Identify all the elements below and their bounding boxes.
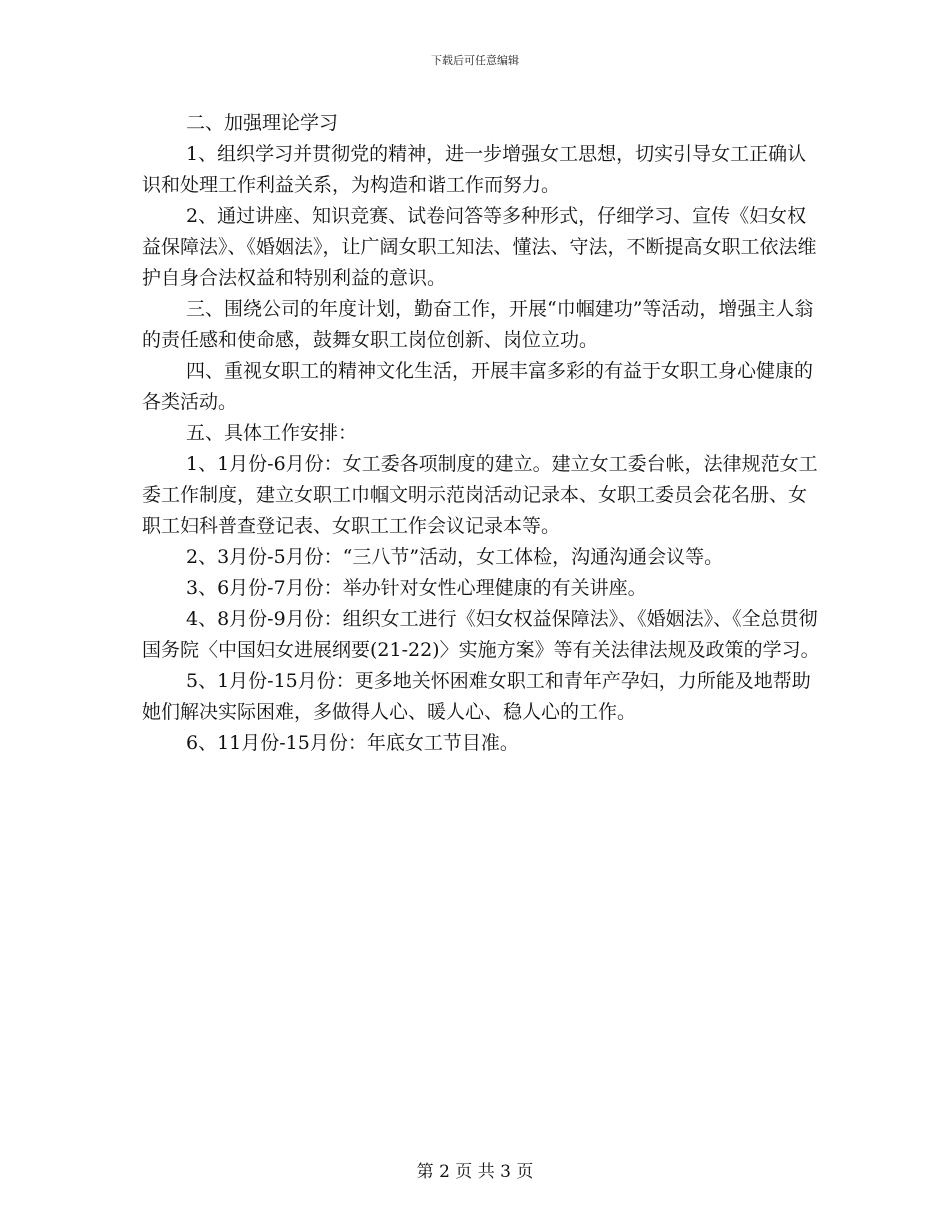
paragraph: 1、组织学习并贯彻党的精神，进一步增强女工思想，切实引导女工正确认识和处理工作利益关系，为构造和谐工作而努力。 [142, 143, 807, 196]
paragraph: 2、3月份-5月份：“三八节”活动，女工体检，沟通沟通会议等。 [186, 546, 724, 568]
paragraph: 二、加强理论学习 [186, 112, 339, 134]
document-body [142, 108, 822, 759]
paragraph: 四、重视女职工的精神文化生活，开展丰富多彩的有益于女职工身心健康的各类活动。 [142, 360, 814, 413]
paragraph: 五、具体工作安排： [186, 422, 358, 444]
page-number: 第 2 页 共 3 页 [416, 1162, 534, 1182]
paragraph: 三、围绕公司的年度计划，勤奋工作，开展“巾帼建功”等活动，增强主人翁的责任感和使命感，鼓舞女职工岗位创新、岗位立功。 [142, 298, 814, 351]
paragraph: 3、6月份-7月份：举办针对女性心理健康的有关讲座。 [186, 577, 647, 599]
paragraph: 5、1月份-15月份：更多地关怀困难女职工和青年产孕妇，力所能及地帮助她们解决实际困难，多做得人心、暖人心、稳人心的工作。 [142, 670, 811, 723]
paragraph: 2、通过讲座、知识竞赛、试卷问答等多种形式，仔细学习、宣传《妇女权益保障法》、《婚姻法》，让广阔女职工知法、懂法、守法，不断提高女职工依法维护自身合法权益和特别利益的意识。 [142, 205, 817, 289]
paragraph: 4、8月份-9月份：组织女工进行《妇女权益保障法》、《婚姻法》、《全总贯彻国务院〈中国妇女进展纲要(21-22)〉实施方案》等有关法律法规及政策的学习。 [142, 608, 820, 661]
paragraph: 1、1月份-6月份：女工委各项制度的建立。建立女工委台帐，法律规范女工委工作制度，建立女职工巾帼文明示范岗活动记录本、女职工委员会花名册、女职工妇科普查登记表、女职工工作会议记录本等。 [142, 453, 818, 537]
page-header-note: 下载后可任意编辑 [431, 54, 519, 67]
paragraph: 6、11月份-15月份：年底女工节目准。 [186, 732, 519, 754]
